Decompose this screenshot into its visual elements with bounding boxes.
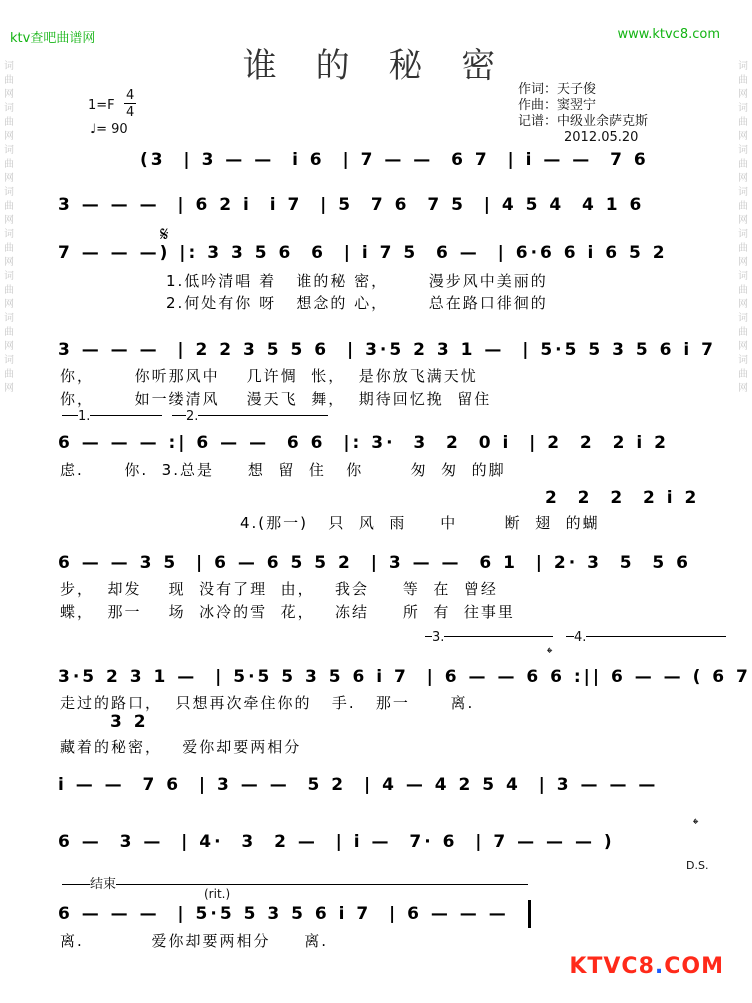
lyric-row: 虑. 你. 3.总是 想 留 住 你 匆 匆 的脚 (60, 461, 506, 479)
final-barline (528, 900, 531, 928)
notation-row: 7 — — —) |: 3 3 5 6 6 | i 7 5 6 — | 6·6 6 i 6 5 2 (58, 243, 668, 263)
composer: 作曲：窦翌宁 (518, 98, 597, 113)
lyric-row: 4.(那一) 只 风 雨 中 断 翅 的蝴 (240, 514, 600, 532)
notation-row: 6 — — — :| 6 — — 6 6 |: 3· 3 2 0 i | 2 2 2 i 2 (58, 433, 669, 453)
notation-row: 3 2 (110, 712, 149, 732)
notation-row: 3 — — — | 2 2 3 5 5 6 | 3·5 2 3 1 — | 5·5 5 3 5 6 i 7 (58, 340, 716, 360)
coda-icon: 𝄌 (547, 644, 553, 662)
notation-row: 6 — — 3 5 | 6 — 6 5 5 2 | 3 — — 6 1 | 2· 3 5 5 6 (58, 553, 691, 573)
volta-2-label: 2. (186, 409, 199, 424)
date: 2012.05.20 (564, 130, 639, 145)
lyricist: 作词：天子俊 (518, 82, 597, 97)
side-watermark-right: 词曲网词曲网词曲网词曲网词曲网词曲网词曲网词曲网 (738, 61, 748, 394)
key-signature: 1=F (88, 98, 115, 113)
notation-row: 6 — 3 — | 4· 3 2 — | i — 7· 6 | 7 — — — ) (58, 832, 615, 852)
lyric-row: 你， 如一缕清风 漫天飞 舞， 期待回忆挽 留住 (60, 390, 492, 408)
ending-bracket (62, 884, 528, 885)
ritardando-marking: (rit.) (204, 887, 231, 901)
dal-segno-marking: D.S. (686, 859, 709, 872)
side-watermark-left: 词曲网词曲网词曲网词曲网词曲网词曲网词曲网词曲网 (4, 61, 14, 394)
site-logo: KTVC8.COM (569, 954, 724, 979)
volta-3-label: 3. (432, 630, 445, 645)
tempo-marking: ♩= 90 (90, 122, 128, 137)
site-watermark-left: ktv查吧曲谱网 (10, 31, 96, 46)
lyric-row: 离. 爱你却要两相分 离. (60, 932, 329, 950)
lyric-row: 1.低吟清唱 着 谁的秘 密， 漫步风中美丽的 (166, 272, 548, 290)
ending-label: 结束 (90, 877, 117, 892)
volta-4-label: 4. (574, 630, 587, 645)
transcriber: 记谱：中级业余萨克斯 (518, 114, 649, 129)
lyric-row: 你， 你听那风中 几许惆 怅， 是你放飞满天忧 (60, 367, 478, 385)
volta-1-label: 1. (78, 409, 91, 424)
segno-icon: 𝄋 (160, 222, 169, 246)
lyric-row: 蝶， 那一 场 冰冷的雪 花， 冻结 所 有 往事里 (60, 603, 515, 621)
lyric-row: 2.何处有你 呀 想念的 心， 总在路口徘徊的 (166, 294, 548, 312)
notation-row: 3 — — — | 6 2 i i 7 | 5 7 6 7 5 | 4 5 4 4 1 6 (58, 195, 645, 215)
song-title: 谁 的 秘 密 (242, 46, 510, 86)
volta-bracket (62, 415, 162, 416)
notation-row: 3·5 2 3 1 — | 5·5 5 3 5 6 i 7 | 6 — — 6 6 :|| 6 — — ( 6 7 (58, 667, 751, 687)
notation-row: (3 | 3 — — i 6 | 7 — — 6 7 | i — — 7 6 (140, 150, 649, 170)
lyric-row: 走过的路口， 只想再次牵住你的 手. 那一 离. (60, 694, 475, 712)
volta-bracket (566, 636, 726, 637)
time-signature-numerator: 4 (126, 88, 135, 103)
time-signature-denominator: 4 (126, 105, 135, 120)
lyric-row: 步， 却发 现 没有了理 由， 我会 等 在 曾经 (60, 580, 498, 598)
site-watermark-right: www.ktvc8.com (617, 27, 720, 42)
notation-row: 2 2 2 2 i 2 (545, 488, 700, 508)
coda-icon: 𝄌 (693, 815, 699, 833)
notation-row: 6 — — — | 5·5 5 3 5 6 i 7 | 6 — — — (58, 904, 509, 924)
time-signature-line (124, 103, 136, 104)
lyric-row: 藏着的秘密， 爱你却要两相分 (60, 738, 302, 756)
notation-row: i — — 7 6 | 3 — — 5 2 | 4 — 4 2 5 4 | 3 — — — (58, 775, 659, 795)
